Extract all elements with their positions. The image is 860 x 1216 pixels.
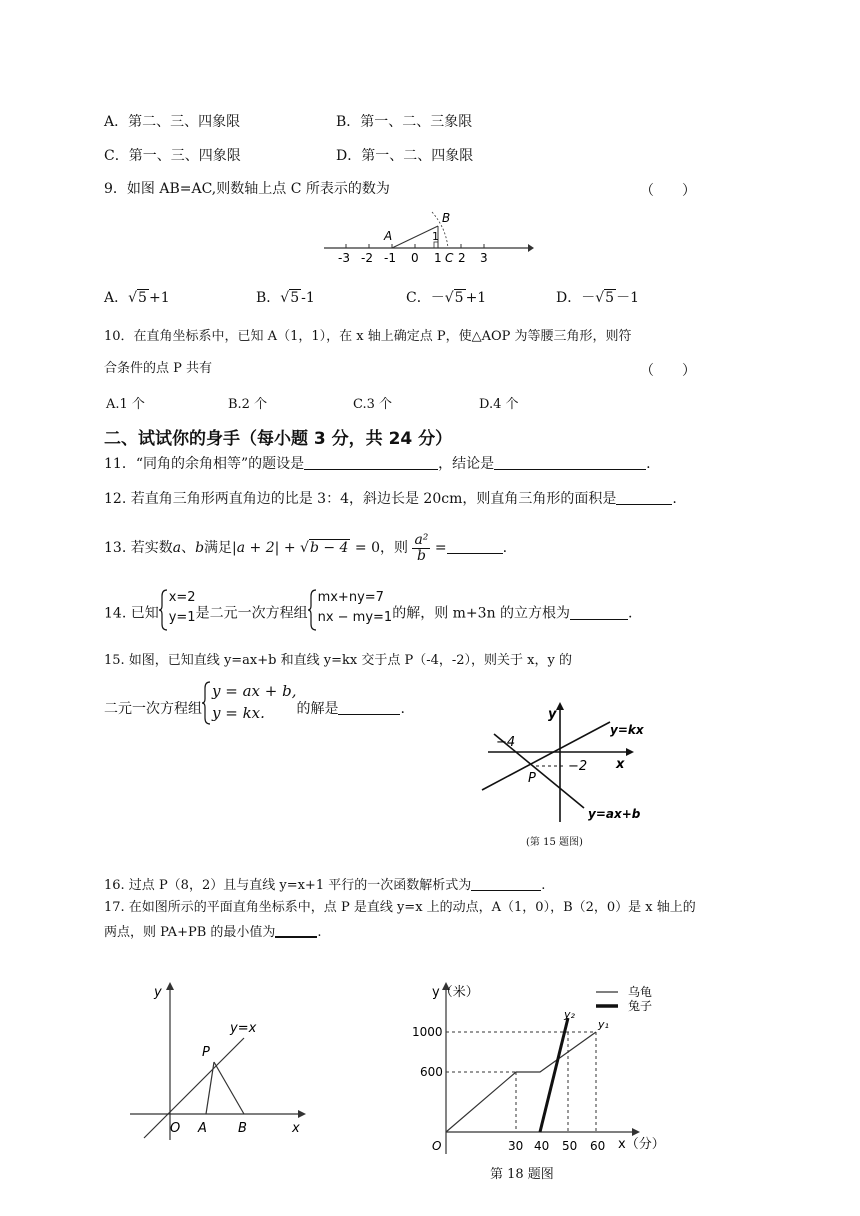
q9-point-b-label: B [442, 211, 451, 225]
q17-point-b-label: B [238, 1121, 247, 1136]
q18-legend-rabbit: 兔子 [628, 999, 653, 1013]
q17-line2: 两点，则 PA+PB 的最小值为 . [104, 922, 322, 942]
q15-line-kx-label: y=kx [610, 723, 644, 737]
q13: 13. 若实数a、b满足|a + 2| + √b − 4 = 0，则 $\frac{\text{a²}}{b}$ = . [104, 531, 508, 564]
q9-one-label: 1 [432, 230, 439, 243]
q10-option-d: D.4 个 [479, 397, 519, 412]
q18-y-tick-600: 600 [420, 1065, 443, 1079]
q17-point-a-label: A [198, 1121, 207, 1136]
q8-option-a: A．第二、三、四象限 [104, 114, 241, 130]
q10-answer-paren: （ ） [640, 363, 696, 379]
q16-blank[interactable] [471, 876, 541, 891]
q17-point-p-label: P [202, 1045, 210, 1060]
q17-origin-label: O [170, 1121, 181, 1136]
q17-figure [126, 976, 312, 1146]
q12-blank[interactable] [616, 490, 672, 505]
q18-y1-label: y₁ [598, 1018, 609, 1031]
q10-line1: 10．在直角坐标系中，已知 A（1，1），在 x 轴上确定点 P，使△AOP 为等腰三角形，则符 [104, 329, 632, 344]
q13-fraction: $\frac{\text{a²}}{b}$ [414, 531, 429, 564]
q9-option-c: C．－√5 +1 [406, 290, 487, 306]
q14-equation-system: mx+ny=7 nx − my=1 [308, 588, 393, 639]
q8-option-d: D．第一、二、四象限 [336, 148, 474, 164]
q9-tick-0: 0 [411, 251, 419, 265]
q9-point-c-label: C [445, 251, 454, 265]
q9-tick-2: 2 [458, 251, 466, 265]
q15-line-axb-label: y=ax+b [588, 807, 641, 821]
q9-option-a: A．√5 +1 [104, 290, 170, 306]
q9-tick-neg2: -2 [361, 251, 373, 265]
q9-question: 9．如图 AB=AC,则数轴上点 C 所表示的数为 [104, 181, 390, 197]
q15-caption: (第 15 题图) [526, 837, 583, 848]
q18-y-tick-1000: 1000 [412, 1025, 443, 1039]
q18-x-tick-50: 50 [562, 1139, 578, 1153]
q15-blank[interactable] [338, 700, 400, 715]
q9-tick-3: 3 [480, 251, 488, 265]
q16: 16. 过点 P（8，2）且与直线 y=x+1 平行的一次函数解析式为 . [104, 878, 546, 893]
q15-line2: 二元一次方程组 y = ax + b, y = kx. 的解是 . [104, 680, 405, 738]
q15-neg4-label: −4 [496, 735, 516, 750]
section2-heading: 二、试试你的身手（每小题 3 分，共 24 分） [104, 429, 453, 449]
q9-point-a-label: A [384, 229, 393, 243]
q15-line1: 15. 如图，已知直线 y=ax+b 和直线 y=kx 交于点 P（-4，-2），则关于 x，y 的 [104, 653, 572, 668]
q18-y2-label: y₂ [564, 1008, 575, 1021]
q17-blank[interactable] [275, 922, 317, 938]
q15-figure [476, 700, 656, 832]
q13-blank[interactable] [447, 539, 503, 554]
q18-x-tick-30: 30 [508, 1139, 524, 1153]
q10-option-a: A.1 个 [106, 397, 145, 412]
q18-origin-label: O [432, 1139, 442, 1153]
q9-answer-paren: （ ） [640, 183, 696, 199]
q9-tick-neg3: -3 [338, 251, 350, 265]
q9-tick-1: 1 [434, 251, 442, 265]
q9-option-b: B．√5 -1 [256, 290, 315, 306]
q15-equation-system: y = ax + b, y = kx. [202, 680, 296, 738]
q12: 12. 若直角三角形两直角边的比是 3：4，斜边长是 20cm，则直角三角形的面积是 . [104, 491, 677, 507]
q18-x-axis-label: x（分） [618, 1137, 665, 1152]
q14-solution-system: x=2 y=1 [159, 588, 196, 639]
q17-y-axis-label: y [154, 985, 162, 1000]
q15-point-p-label: P [528, 771, 536, 786]
q9-tick-neg1: -1 [384, 251, 396, 265]
q18-x-tick-40: 40 [534, 1139, 550, 1153]
q11-blank-conclusion[interactable] [494, 455, 646, 470]
q18-y-axis-label: y（米） [432, 985, 479, 1000]
q10-option-b: B.2 个 [228, 397, 268, 412]
q15-neg2-label: −2 [568, 759, 588, 774]
q17-line1: 17. 在如图所示的平面直角坐标系中，点 P 是直线 y=x 上的动点，A（1，0），B（2，0）是 x 轴上的 [104, 900, 696, 915]
q8-option-b: B．第一、二、三象限 [336, 114, 473, 130]
q18-figure [406, 978, 686, 1168]
q8-option-c: C．第一、三、四象限 [104, 148, 241, 164]
q10-line2: 合条件的点 P 共有 [104, 361, 213, 376]
q15-x-axis-label: x [616, 757, 625, 772]
q9-number-line-figure [318, 208, 534, 268]
q15-y-axis-label: y [548, 707, 557, 722]
q18-legend-tortoise: 乌龟 [628, 985, 653, 999]
q14-blank[interactable] [570, 605, 628, 620]
q14: 14. 已知 x=2 y=1 是二元一次方程组 mx+ny=7 nx − my=1 的解，则 m+3n 的立方根为 . [104, 588, 633, 639]
q18-x-tick-60: 60 [590, 1139, 606, 1153]
q11-blank-premise[interactable] [304, 455, 438, 470]
q17-line-label: y=x [230, 1021, 257, 1036]
q17-x-axis-label: x [292, 1121, 300, 1136]
q9-option-d: D．－√5 －1 [556, 290, 639, 306]
q10-option-c: C.3 个 [353, 397, 393, 412]
q11: 11．“同角的余角相等”的题设是 ，结论是 . [104, 456, 651, 472]
q18-caption: 第 18 题图 [490, 1167, 554, 1182]
